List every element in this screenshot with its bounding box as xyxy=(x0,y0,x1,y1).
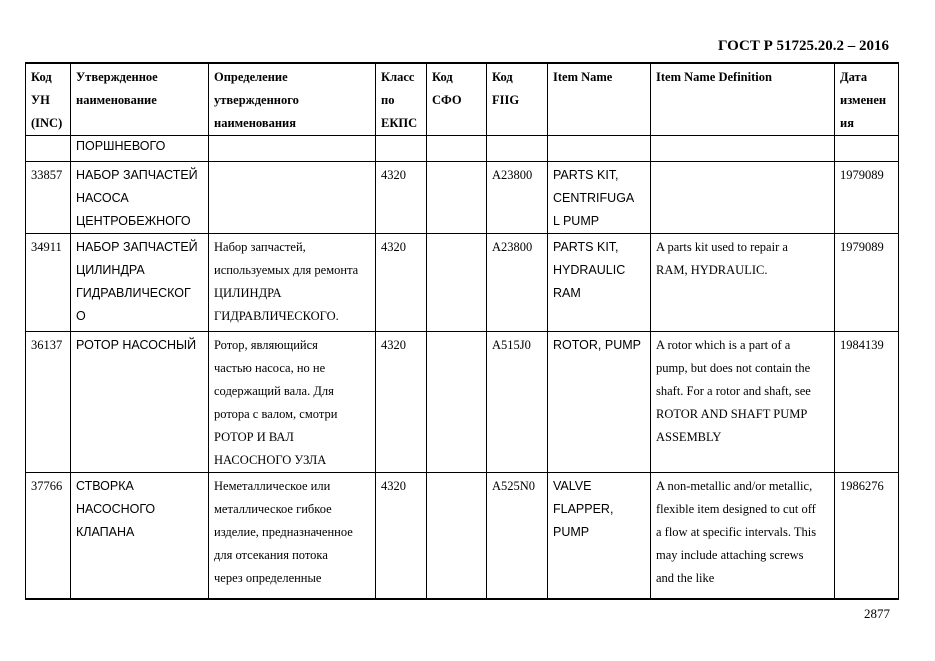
cell-line: ЦИЛИНДРА xyxy=(76,263,145,277)
header-line: (INC) xyxy=(31,116,63,130)
header-line: СФО xyxy=(432,93,462,107)
cell-line: may include attaching screws xyxy=(656,548,804,562)
item-definition-cell xyxy=(651,234,835,332)
cell-line: L PUMP xyxy=(553,214,600,228)
date-cell xyxy=(835,332,899,473)
class-cell xyxy=(376,473,427,599)
header-line: наименования xyxy=(214,116,297,130)
fiig-cell xyxy=(487,136,548,162)
sfo-cell xyxy=(427,473,487,599)
header-line: ия xyxy=(840,116,854,130)
fiig-cell xyxy=(487,473,548,599)
item-name-cell xyxy=(548,234,651,332)
cell-line: 1984139 xyxy=(840,338,884,352)
table-row xyxy=(26,332,899,473)
column-header-name-ru xyxy=(71,63,209,136)
cell-line: shaft. For a rotor and shaft, see xyxy=(656,384,811,398)
cell-line: 4320 xyxy=(381,240,406,254)
name-ru-cell xyxy=(71,136,209,162)
item-name-cell xyxy=(548,332,651,473)
cell-line: 1979089 xyxy=(840,168,884,182)
header-line: Дата xyxy=(840,70,868,84)
header-line: Код xyxy=(31,70,52,84)
date-cell xyxy=(835,234,899,332)
definition-ru-cell xyxy=(209,136,376,162)
item-name-cell xyxy=(548,473,651,599)
cell-line: A525N0 xyxy=(492,479,536,493)
sfo-cell xyxy=(427,162,487,234)
cell-line: and the like xyxy=(656,571,715,585)
cell-line: PUMP xyxy=(553,525,590,539)
cell-line: ГИДРАВЛИЧЕСКОГ xyxy=(76,286,191,300)
inc-cell xyxy=(26,162,71,234)
cell-line: pump, but does not contain the xyxy=(656,361,811,375)
cell-line: НАБОР ЗАПЧАСТЕЙ xyxy=(76,168,198,182)
cell-line: ROTOR AND SHAFT PUMP xyxy=(656,407,808,421)
column-header-item-definition xyxy=(651,63,835,136)
cell-line: ASSEMBLY xyxy=(656,430,722,444)
cell-line: РОТОР НАСОСНЫЙ xyxy=(76,338,197,352)
cell-line: ROTOR, PUMP xyxy=(553,338,641,352)
item-definition-cell xyxy=(651,473,835,599)
table-body xyxy=(26,136,899,599)
cell-line: 33857 xyxy=(31,168,63,182)
name-ru-cell xyxy=(71,473,209,599)
inc-cell xyxy=(26,332,71,473)
cell-line: используемых для ремонта xyxy=(214,263,359,277)
cell-line: PARTS KIT, xyxy=(553,168,619,182)
inc-cell xyxy=(26,473,71,599)
item-name-cell xyxy=(548,136,651,162)
table-row xyxy=(26,162,899,234)
cell-line: Набор запчастей, xyxy=(214,240,306,254)
header-line: Класс xyxy=(381,70,415,84)
cell-line: 4320 xyxy=(381,168,406,182)
name-ru-cell xyxy=(71,234,209,332)
class-cell xyxy=(376,332,427,473)
cell-line: PARTS KIT, xyxy=(553,240,619,254)
table-row xyxy=(26,136,899,162)
cell-line: СТВОРКА xyxy=(76,479,134,493)
item-name-cell xyxy=(548,162,651,234)
cell-line: CENTRIFUGA xyxy=(553,191,635,205)
item-name-table xyxy=(25,62,899,600)
cell-line: металлическое гибкое xyxy=(214,502,332,516)
cell-line: ротора с валом, смотри xyxy=(214,407,338,421)
header-line: утвержденного xyxy=(214,93,299,107)
cell-line: через определенные xyxy=(214,571,322,585)
inc-cell xyxy=(26,234,71,332)
header-line: Item Name Definition xyxy=(656,70,772,84)
header-line: УН xyxy=(31,93,50,107)
sfo-cell xyxy=(427,332,487,473)
cell-line: ПОРШНЕВОГО xyxy=(76,139,166,153)
table-row xyxy=(26,234,899,332)
item-definition-cell xyxy=(651,332,835,473)
name-ru-cell xyxy=(71,162,209,234)
cell-line: КЛАПАНА xyxy=(76,525,135,539)
date-cell xyxy=(835,473,899,599)
header-line: Код xyxy=(492,70,513,84)
header-line: изменен xyxy=(840,93,887,107)
cell-line: A rotor which is a part of a xyxy=(656,338,791,352)
fiig-cell xyxy=(487,332,548,473)
cell-line: 4320 xyxy=(381,338,406,352)
cell-line: ГИДРАВЛИЧЕСКОГО. xyxy=(214,309,339,323)
cell-line: A non-metallic and/or metallic, xyxy=(656,479,813,493)
column-header-item-name xyxy=(548,63,651,136)
cell-line: 36137 xyxy=(31,338,63,352)
header-line: Код xyxy=(432,70,453,84)
header-line: по xyxy=(381,93,395,107)
cell-line: 1986276 xyxy=(840,479,884,493)
date-cell xyxy=(835,162,899,234)
column-header-class xyxy=(376,63,427,136)
column-header-definition-ru xyxy=(209,63,376,136)
header-line: Item Name xyxy=(553,70,613,84)
cell-line: FLAPPER, xyxy=(553,502,614,516)
cell-line: ЦЕНТРОБЕЖНОГО xyxy=(76,214,191,228)
cell-line: flexible item designed to cut off xyxy=(656,502,816,516)
cell-line: 34911 xyxy=(31,240,62,254)
table-header-row xyxy=(26,63,899,136)
class-cell xyxy=(376,234,427,332)
cell-line: Неметаллическое или xyxy=(214,479,331,493)
inc-cell xyxy=(26,136,71,162)
class-cell xyxy=(376,136,427,162)
cell-line: РОТОР И ВАЛ xyxy=(214,430,294,444)
cell-line: НАСОСНОГО УЗЛА xyxy=(214,453,327,467)
cell-line: A23800 xyxy=(492,240,533,254)
cell-line: A515J0 xyxy=(492,338,531,352)
cell-line: VALVE xyxy=(553,479,592,493)
cell-line: содержащий вала. Для xyxy=(214,384,334,398)
definition-ru-cell xyxy=(209,162,376,234)
column-header-fiig xyxy=(487,63,548,136)
cell-line: НАСОСНОГО xyxy=(76,502,156,516)
page-number: 2877 xyxy=(864,606,890,621)
cell-line: частью насоса, но не xyxy=(214,361,326,375)
cell-line: A parts kit used to repair a xyxy=(656,240,788,254)
cell-line: 1979089 xyxy=(840,240,884,254)
column-header-inc xyxy=(26,63,71,136)
name-ru-cell xyxy=(71,332,209,473)
header-line: Утвержденное xyxy=(76,70,158,84)
cell-line: Ротор, являющийся xyxy=(214,338,318,352)
definition-ru-cell xyxy=(209,473,376,599)
table-row xyxy=(26,473,899,599)
cell-line: A23800 xyxy=(492,168,533,182)
definition-ru-cell xyxy=(209,234,376,332)
class-cell xyxy=(376,162,427,234)
column-header-sfo xyxy=(427,63,487,136)
date-cell xyxy=(835,136,899,162)
item-definition-cell xyxy=(651,162,835,234)
cell-line: НАСОСА xyxy=(76,191,129,205)
fiig-cell xyxy=(487,234,548,332)
cell-line: для отсекания потока xyxy=(214,548,328,562)
item-definition-cell xyxy=(651,136,835,162)
cell-line: ЦИЛИНДРА xyxy=(214,286,282,300)
cell-line: HYDRAULIC xyxy=(553,263,626,277)
cell-line: a flow at specific intervals. This xyxy=(656,525,817,539)
cell-line: изделие, предназначенное xyxy=(214,525,353,539)
document-header: ГОСТ Р 51725.20.2 – 2016 xyxy=(717,38,889,54)
header-line: ЕКПС xyxy=(381,116,418,130)
header-line: Определение xyxy=(214,70,288,84)
definition-ru-cell xyxy=(209,332,376,473)
header-line: наименование xyxy=(76,93,157,107)
sfo-cell xyxy=(427,234,487,332)
cell-line: 37766 xyxy=(31,479,63,493)
cell-line: НАБОР ЗАПЧАСТЕЙ xyxy=(76,240,198,254)
cell-line: RAM, HYDRAULIC. xyxy=(656,263,768,277)
header-line: FIIG xyxy=(492,93,520,107)
fiig-cell xyxy=(487,162,548,234)
cell-line: О xyxy=(76,309,86,323)
cell-line: RAM xyxy=(553,286,581,300)
sfo-cell xyxy=(427,136,487,162)
cell-line: 4320 xyxy=(381,479,406,493)
column-header-date xyxy=(835,63,899,136)
